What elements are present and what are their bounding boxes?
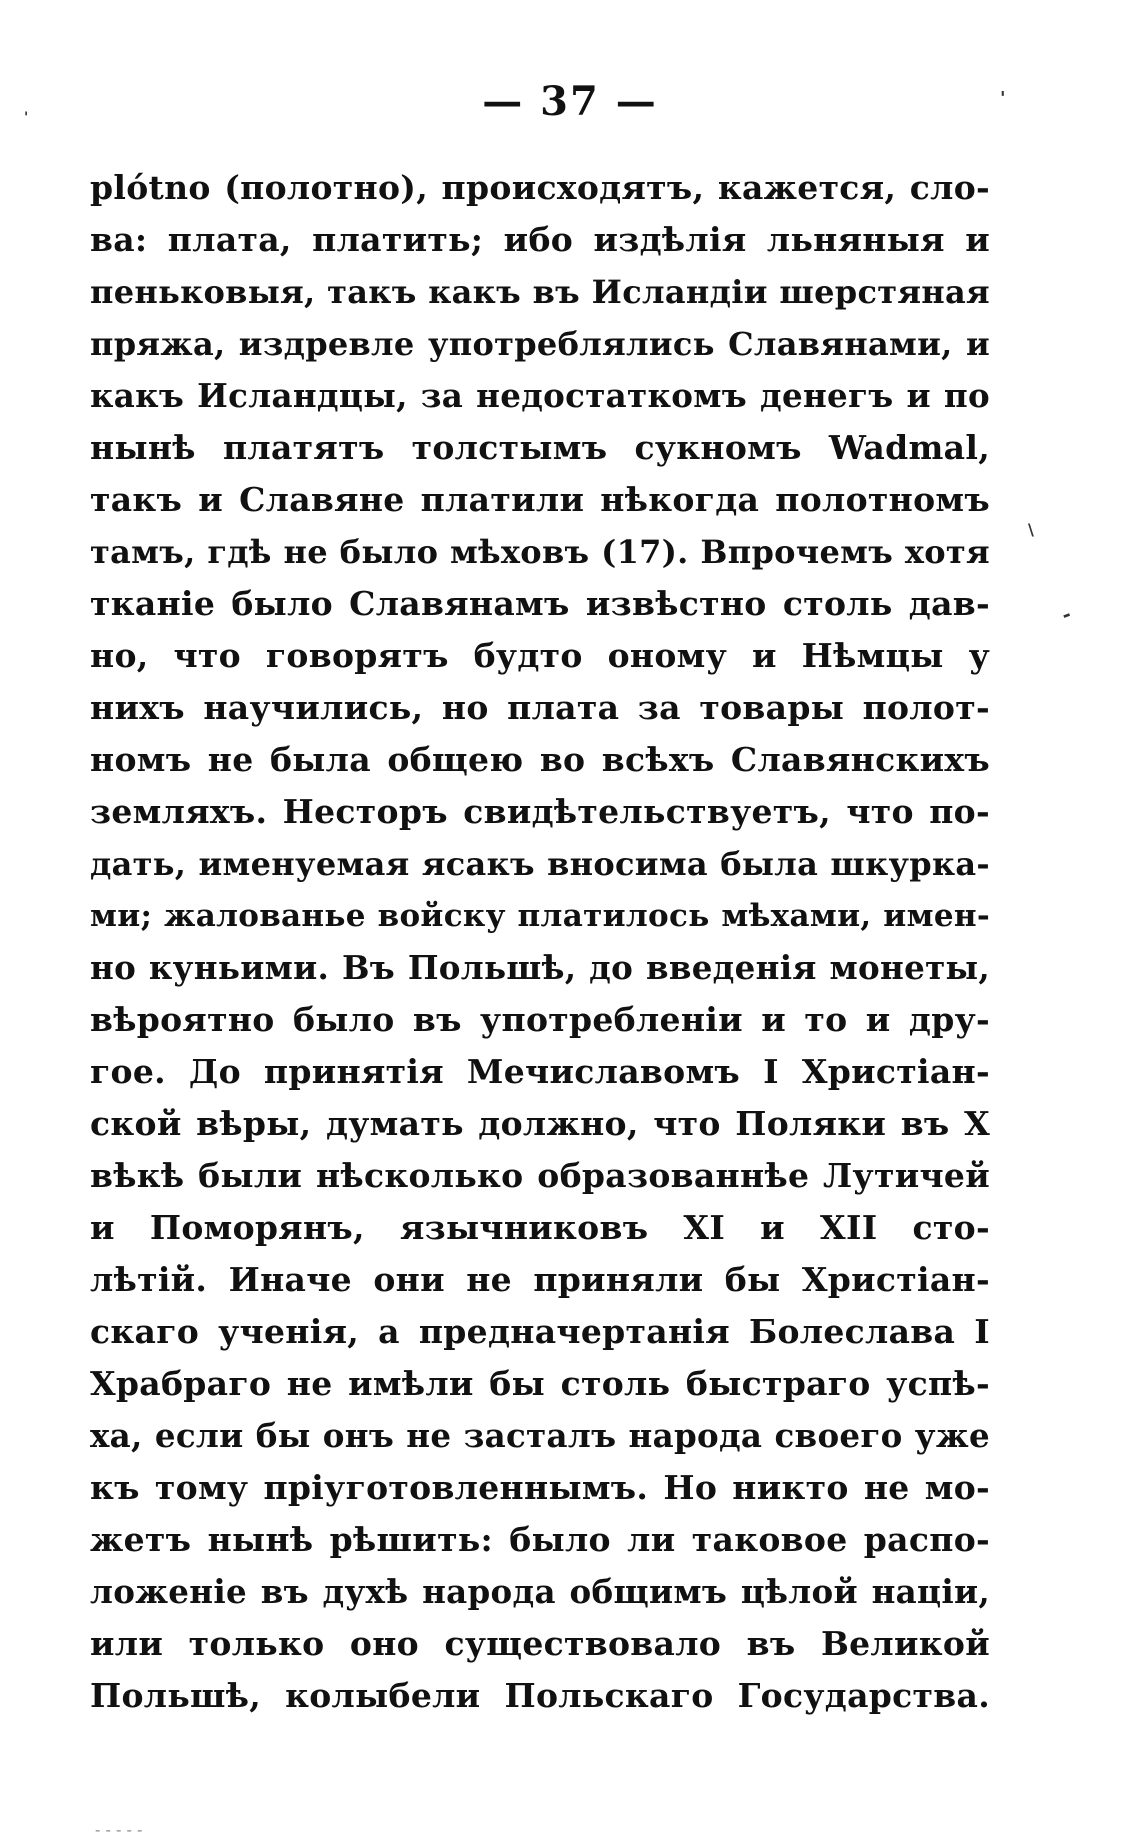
- text-line: ской вѣры, думать должно, что Поляки въ X: [90, 1104, 990, 1143]
- text-line: Храбраго не имѣли бы столь быстраго успѣ-: [90, 1364, 990, 1403]
- text-line: или только оно существовало въ Великой: [90, 1624, 990, 1663]
- text-line: пряжа, издревле употреблялись Славянами, и: [90, 325, 990, 363]
- page-number: — 37 —: [482, 78, 658, 125]
- text-line: но, что говорятъ будто оному и Нѣмцы у: [90, 636, 990, 675]
- scan-speck: -: [1058, 601, 1075, 627]
- body-text: [90, 162, 990, 1722]
- text-line: ми; жалованье войску платилось мѣхами, имен-: [90, 898, 990, 934]
- text-line: лѣтій. Иначе они не приняли бы Христіан-: [90, 1260, 990, 1299]
- text-line: какъ Исландцы, за недостаткомъ денегъ и по: [90, 376, 990, 415]
- text-line: нынѣ платятъ толстымъ сукномъ Wadmal,: [90, 428, 990, 467]
- text-line: и Поморянъ, язычниковъ XI и XII сто-: [90, 1208, 990, 1247]
- text-line: земляхъ. Несторъ свидѣтельствуетъ, что по-: [90, 792, 990, 831]
- text-line: plótno (полотно), происходятъ, кажется, сло-: [90, 168, 990, 207]
- text-line: тамъ, гдѣ не было мѣховъ (17). Впрочемъ хотя: [90, 533, 990, 571]
- text-line: вѣкѣ были нѣсколько образованнѣе Лутичей: [90, 1156, 990, 1195]
- text-line: ложеніе въ духѣ народа общимъ цѣлой націи,: [90, 1572, 990, 1611]
- text-line: къ тому пріуготовленнымъ. Но никто не мо-: [90, 1468, 990, 1507]
- text-line: дать, именуемая ясакъ вносима была шкурка-: [90, 845, 990, 883]
- text-line: такъ и Славяне платили нѣкогда полотномъ: [90, 480, 990, 519]
- text-line: нихъ научились, но плата за товары полот-: [90, 688, 990, 727]
- text-line: номъ не была общею во всѣхъ Славянскихъ: [90, 740, 990, 779]
- text-line: скаго ученія, а предначертанія Болеслава I: [90, 1312, 990, 1351]
- scan-speck: ': [1000, 88, 1006, 109]
- text-line: вѣроятно было въ употребленіи и то и дру-: [90, 1000, 990, 1039]
- scan-speck: - - - - -: [95, 1820, 143, 1839]
- text-line: Польшѣ, колыбели Польскаго Государства.: [90, 1676, 990, 1715]
- text-line: гое. До принятія Мечиславомъ I Христіан-: [90, 1052, 990, 1091]
- text-line: тканіе было Славянамъ извѣстно столь дав-: [90, 584, 990, 623]
- text-line: ха, если бы онъ не засталъ народа своего уже: [90, 1416, 990, 1455]
- text-line: пеньковыя, такъ какъ въ Исландіи шерстяная: [90, 273, 990, 311]
- scan-speck: ': [24, 110, 29, 126]
- text-line: но куньими. Въ Польшѣ, до введенія монеты,: [90, 948, 990, 987]
- scan-speck: \: [1028, 520, 1034, 539]
- text-line: жетъ нынѣ рѣшить: было ли таковое распо-: [90, 1520, 990, 1559]
- text-line: ва: плата, платить; ибо издѣлія льняныя и: [90, 220, 990, 259]
